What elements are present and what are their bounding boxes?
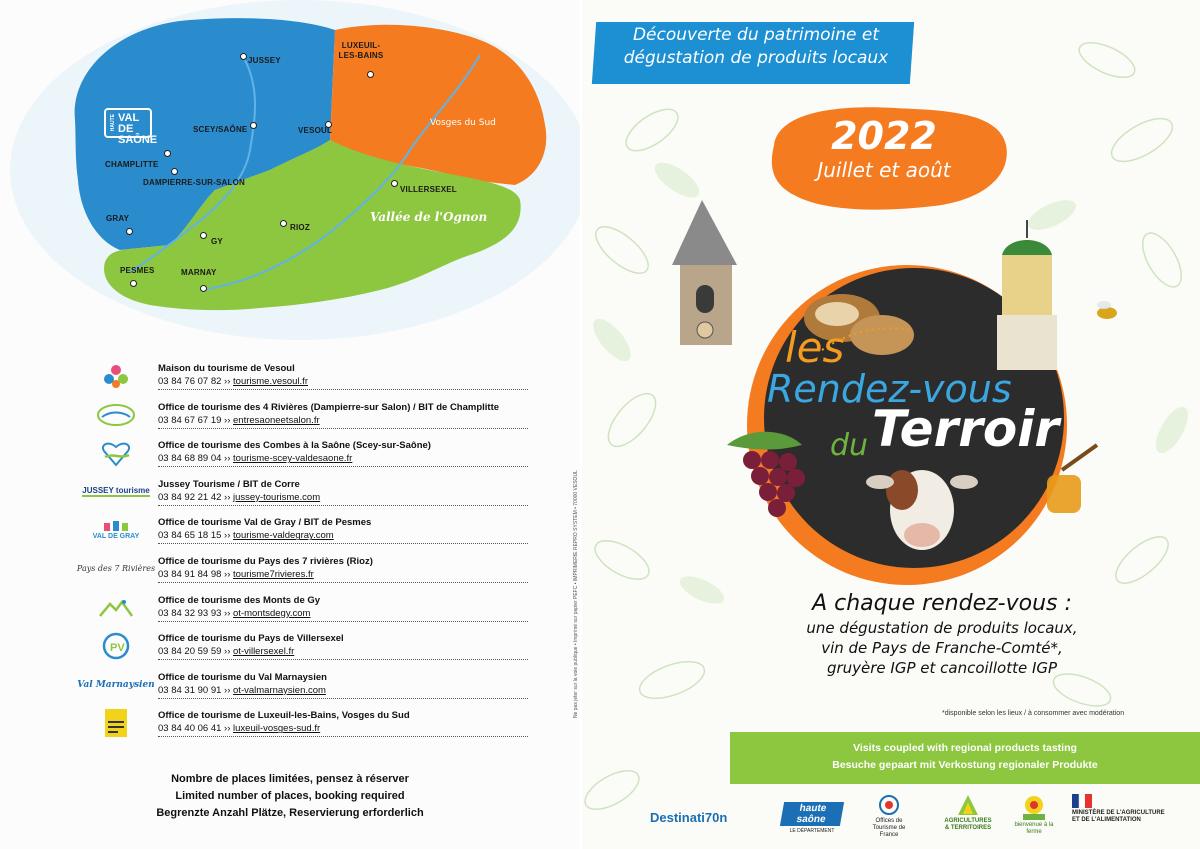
- separator: ››: [224, 376, 231, 387]
- agricultures-territoires-logo: AGRICULTURES & TERRITOIRES: [942, 794, 994, 840]
- office-name: Office de tourisme de Luxeuil-les-Bains, Vosges du Sud: [158, 710, 410, 722]
- combes-saone-logo: [80, 438, 152, 468]
- office-link[interactable]: jussey-tourisme.com: [233, 491, 321, 503]
- office-list: [76, 358, 550, 744]
- svg-text:PV: PV: [110, 642, 125, 655]
- office-item: [77, 667, 550, 706]
- separator: ››: [224, 530, 231, 542]
- town-pin: [164, 150, 171, 157]
- town-label: DAMPIERRE-SUR-SALON: [143, 178, 246, 187]
- haute-saone-logo: haute saône LE DÉPARTEMENT: [782, 802, 842, 848]
- office-link[interactable]: ot-montsdegy.com: [233, 607, 311, 619]
- office-link[interactable]: tourisme-valdegray.com: [233, 530, 334, 542]
- office-name: Office de tourisme des Monts de Gy: [158, 594, 321, 606]
- separator: ››: [224, 453, 231, 465]
- office-item: [80, 628, 550, 667]
- town-label: CHAMPLITTE: [105, 160, 159, 169]
- office-phone: 03 84 32 93 93: [158, 607, 222, 619]
- town-label: VESOUL: [298, 126, 333, 135]
- office-link[interactable]: entresaoneetsalon.fr: [233, 414, 320, 426]
- villersexel-logo: [80, 631, 152, 661]
- town-label: GY: [211, 237, 223, 246]
- office-item: [80, 435, 550, 474]
- town-pin: [200, 285, 207, 292]
- office-phone: 03 84 65 18 15: [158, 530, 222, 542]
- office-phone: 03 84 40 06 41: [158, 723, 222, 735]
- office-name: Office de tourisme du Val Marnaysien: [158, 671, 327, 683]
- tagline: A chaque rendez-vous : une dégustation de produits locaux, vin de Pays de Franche-Comté*, gruyère IGP et cancoillotte IGP: [806, 591, 1078, 677]
- title-terroir: Terroir: [872, 400, 1060, 458]
- office-phone: 03 84 68 89 04: [158, 453, 222, 465]
- bee-illustration: [1097, 301, 1117, 319]
- office-item: [80, 512, 550, 551]
- town-pin: [126, 228, 133, 235]
- separator: ››: [224, 568, 231, 580]
- office-link[interactable]: ot-valmarnaysien.com: [233, 684, 326, 696]
- vallee-ognon-logo: Vallée de l'Ognon: [370, 210, 488, 224]
- town-pin: [250, 122, 257, 129]
- church-illustration: [672, 200, 737, 345]
- town-label: SCEY/SAÔNE: [193, 125, 248, 134]
- bienvenue-ferme-logo: bienvenue à la ferme: [1014, 794, 1054, 840]
- office-name: Maison du tourisme de Vesoul: [158, 363, 295, 374]
- office-phone: 03 84 20 59 59: [158, 646, 222, 658]
- office-item: [80, 590, 550, 629]
- town-pin: [240, 53, 247, 60]
- office-link[interactable]: ot-villersexel.fr: [233, 646, 295, 658]
- office-item: [80, 474, 550, 513]
- vosges-du-sud-logo: Vosges du Sud: [430, 118, 496, 128]
- divider: [158, 582, 528, 583]
- divider: [158, 466, 528, 467]
- divider: [158, 621, 528, 622]
- town-label: PESMES: [120, 266, 155, 275]
- office-phone: 03 84 31 90 91: [158, 684, 222, 696]
- luxeuil-logo: [80, 708, 152, 738]
- town-pin: [200, 232, 207, 239]
- separator: ››: [224, 646, 231, 658]
- separator: ››: [224, 607, 231, 619]
- town-pin: [130, 280, 137, 287]
- title-du: du: [830, 428, 869, 463]
- partner-logos: [642, 792, 1200, 842]
- 4-rivieres-logo: [80, 400, 152, 430]
- town-pin: [171, 168, 178, 175]
- office-phone: 03 84 92 21 42: [158, 491, 222, 503]
- office-name: Office de tourisme des Combes à la Saône (Scey-sur-Saône): [158, 440, 431, 452]
- val-de-gray-logo: VAL DE GRAY: [80, 515, 152, 545]
- office-name: Office de tourisme du Pays des 7 rivières (Rioz): [158, 555, 373, 567]
- office-item: [80, 358, 550, 397]
- office-item: [80, 397, 550, 436]
- town-label: MARNAY: [181, 268, 217, 277]
- office-name: Office de tourisme Val de Gray / BIT de Pesmes: [158, 517, 372, 529]
- office-item: [80, 705, 550, 744]
- town-pin: [367, 71, 374, 78]
- divider: [158, 543, 528, 544]
- office-link[interactable]: luxeuil-vosges-sud.fr: [233, 723, 321, 735]
- translation-text: Visits coupled with regional products tasting Besuche gepaart mit Verkostung regionaler Produkte: [832, 742, 1098, 771]
- divider: [158, 698, 528, 699]
- town-label: GRAY: [106, 214, 130, 223]
- office-name: Office de tourisme des 4 Rivières (Dampierre-sur Salon) / BIT de Champlitte: [158, 401, 500, 413]
- office-name: Jussey Tourisme / BIT de Corre: [158, 478, 300, 490]
- town-label: RIOZ: [290, 223, 310, 232]
- divider: [158, 389, 528, 390]
- divider: [158, 659, 528, 660]
- booking-notice: Nombre de places limitées, pensez à réserver Limited number of places, booking required Begrenzte Anzahl Plätze, Reservierung erforderlich: [156, 773, 424, 819]
- monts-de-gy-logo: [80, 593, 152, 623]
- town-label: JUSSEY: [248, 56, 281, 65]
- region-map: [0, 0, 580, 345]
- event-year: 2022: [831, 114, 937, 158]
- offices-tourisme-france-logo: Offices de Tourisme de France: [867, 794, 911, 840]
- val-marnaysien-logo: Val Marnaysien: [77, 679, 155, 690]
- event-months: Juillet et août: [817, 158, 951, 182]
- title-rendez-vous: Rendez-vous: [767, 367, 1012, 411]
- office-phone: 03 84 67 67 19: [158, 414, 222, 426]
- divider: [158, 428, 528, 429]
- town-label: VILLERSEXEL: [400, 185, 457, 194]
- separator: ››: [224, 414, 231, 426]
- town-pin: [280, 220, 287, 227]
- office-name: Office de tourisme du Pays de Villersexel: [158, 633, 344, 645]
- disclaimer: *disponible selon les lieux / à consommer avec modération: [942, 710, 1125, 717]
- office-item: [76, 551, 550, 590]
- town-pin: [391, 180, 398, 187]
- office-link[interactable]: tourisme-scey-valdesaone.fr: [233, 453, 353, 465]
- jussey-logo: JUSSEY tourisme: [82, 486, 150, 496]
- 7-rivieres-logo: Pays des 7 Rivières: [76, 564, 156, 574]
- val-de-saone-logo: HAUTE VAL DE SAÔNE: [104, 108, 152, 138]
- divider: [158, 505, 528, 506]
- separator: ››: [224, 684, 231, 696]
- ministere-agriculture-logo: MINISTÈRE DE L'AGRICULTURE ET DE L'ALIMENTATION: [1072, 794, 1182, 840]
- destination70-logo: Destinati70n: [650, 810, 728, 825]
- town-label: LUXEUIL-LES-BAINS: [338, 41, 384, 60]
- divider: [158, 736, 528, 737]
- office-link[interactable]: tourisme7rivieres.fr: [233, 568, 314, 580]
- legal-strip: Ne pas jeter sur la voie publique • Imprimé sur papier PEFC • IMPRIMERIE REPRO SYSTEM • 70000 VESOUL: [573, 470, 579, 718]
- bell-tower-illustration: [997, 220, 1057, 370]
- separator: ››: [224, 723, 231, 735]
- office-link[interactable]: tourisme.vesoul.fr: [233, 376, 308, 387]
- separator: ››: [224, 491, 231, 503]
- headline-banner: Découverte du patrimoine et dégustation de produits locaux: [623, 25, 889, 68]
- title-les: les: [785, 323, 845, 372]
- vesoul-logo: [80, 361, 152, 391]
- office-phone: 03 84 91 84 98: [158, 568, 222, 580]
- right-panel: [582, 0, 1200, 849]
- office-phone: 03 84 76 07 82: [158, 376, 222, 387]
- left-panel: [0, 0, 580, 849]
